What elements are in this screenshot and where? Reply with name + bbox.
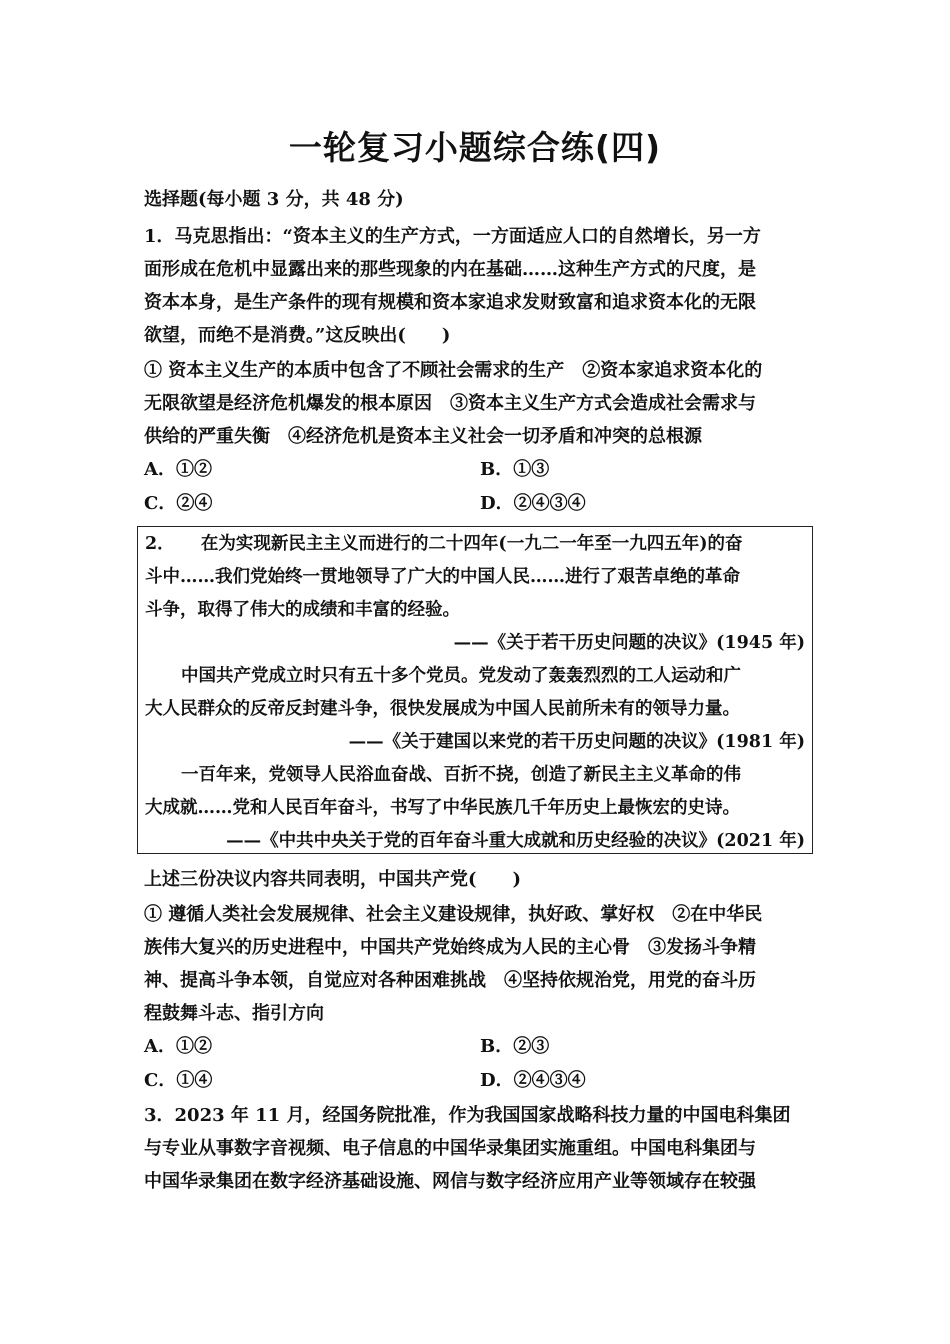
q1-statement: 无限欲望是经济危机爆发的根本原因 ③资本主义生产方式会造成社会需求与 <box>144 393 756 414</box>
q2-quote-box <box>137 526 813 854</box>
q2-para3-line: 大成就……党和人民百年奋斗，书写了中华民族几千年历史上最恢宏的史诗。 <box>145 798 740 818</box>
q2-option-d[interactable]: D．②④③④ <box>480 1070 586 1091</box>
q2-para2-line: 大人民群众的反帝反封建斗争，很快发展成为中国人民前所未有的领导力量。 <box>145 699 740 719</box>
q2-source-1981: ——《关于建国以来党的若干历史问题的决议》(1981 年) <box>348 732 805 752</box>
q2-source-1945: ——《关于若干历史问题的决议》(1945 年) <box>453 633 805 653</box>
q1-line: 资本本身，是生产条件的现有规模和资本家追求发财致富和追求资本化的无限 <box>144 292 756 313</box>
q2-statement: 族伟大复兴的历史进程中，中国共产党始终成为人民的主心骨 ③发扬斗争精 <box>144 937 756 958</box>
q1-line: 1．马克思指出：“资本主义的生产方式，一方面适应人口的自然增长，另一方 <box>144 226 761 247</box>
q3-line: 与专业从事数字音视频、电子信息的中国华录集团实施重组。中国电科集团与 <box>144 1138 756 1159</box>
q2-option-c[interactable]: C．①④ <box>144 1070 213 1091</box>
q2-quote-line: 斗争，取得了伟大的成绩和丰富的经验。 <box>145 600 460 620</box>
q1-line: 欲望，而绝不是消费。”这反映出( ) <box>144 325 451 346</box>
q2-statement: 程鼓舞斗志、指引方向 <box>144 1003 324 1024</box>
q3-line: 中国华录集团在数字经济基础设施、网信与数字经济应用产业等领域存在较强 <box>144 1171 756 1192</box>
q2-quote-line: 斗中……我们党始终一贯地领导了广大的中国人民……进行了艰苦卓绝的革命 <box>145 567 740 587</box>
q1-option-b[interactable]: B．①③ <box>480 459 550 480</box>
q2-option-a[interactable]: A．①② <box>144 1036 212 1057</box>
q2-statement: ① 遵循人类社会发展规律、社会主义建设规律，执好政、掌好权 ②在中华民 <box>144 904 763 925</box>
q2-stem: 上述三份决议内容共同表明，中国共产党( ) <box>144 869 522 890</box>
q2-quote-line: 2． 在为实现新民主主义而进行的二十四年(一九二一年至一九四五年)的奋 <box>145 534 743 554</box>
q1-line: 面形成在危机中显露出来的那些现象的内在基础……这种生产方式的尺度，是 <box>144 259 756 280</box>
q1-statement: ① 资本主义生产的本质中包含了不顾社会需求的生产 ②资本家追求资本化的 <box>144 360 763 381</box>
q1-option-c[interactable]: C．②④ <box>144 493 213 514</box>
q2-para2-line: 中国共产党成立时只有五十多个党员。党发动了轰轰烈烈的工人运动和广 <box>181 666 741 686</box>
q1-option-a[interactable]: A．①② <box>144 459 212 480</box>
section-header: 选择题(每小题 3 分，共 48 分) <box>144 189 404 210</box>
q3-line: 3．2023 年 11 月，经国务院批准，作为我国国家战略科技力量的中国电科集团 <box>144 1105 791 1126</box>
page-title: 一轮复习小题综合练(四) <box>288 128 662 167</box>
q2-option-b[interactable]: B．②③ <box>480 1036 550 1057</box>
q2-statement: 神、提高斗争本领，自觉应对各种困难挑战 ④坚持依规治党，用党的奋斗历 <box>144 970 756 991</box>
q1-statement: 供给的严重失衡 ④经济危机是资本主义社会一切矛盾和冲突的总根源 <box>144 426 702 447</box>
q2-para3-line: 一百年来，党领导人民浴血奋战、百折不挠，创造了新民主主义革命的伟 <box>181 765 741 785</box>
q1-option-d[interactable]: D．②④③④ <box>480 493 586 514</box>
q2-source-2021: ——《中共中央关于党的百年奋斗重大成就和历史经验的决议》(2021 年) <box>226 831 805 851</box>
